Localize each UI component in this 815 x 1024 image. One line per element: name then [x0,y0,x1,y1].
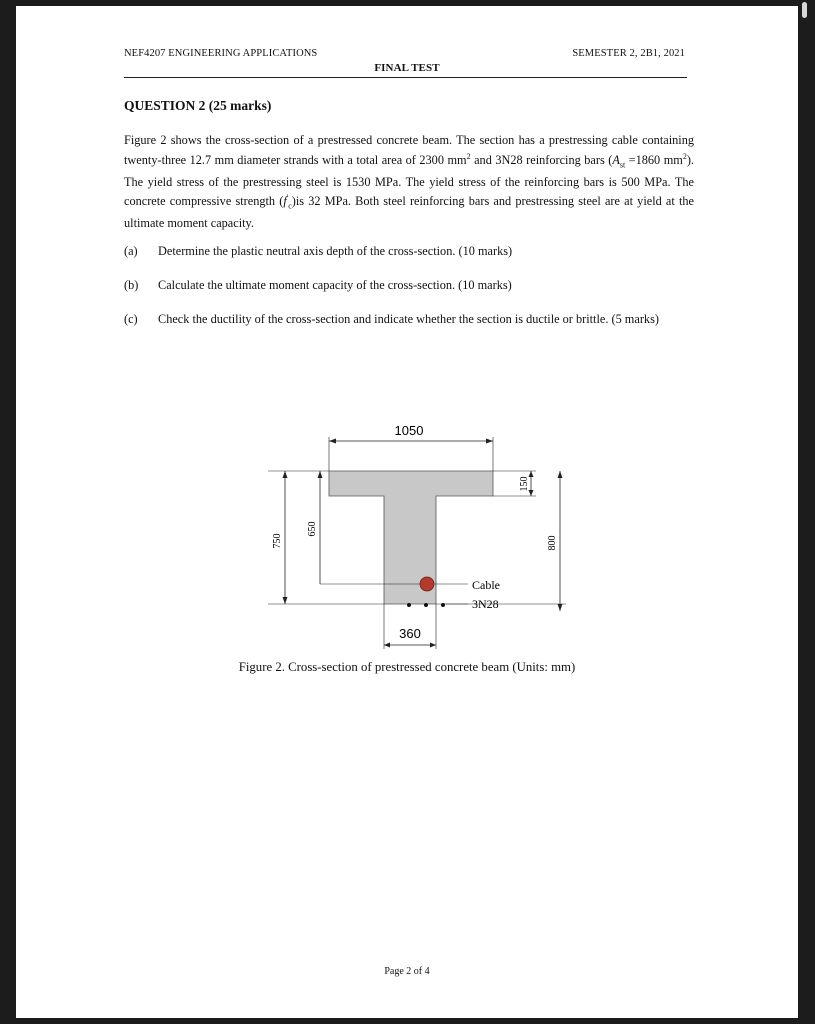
header-rule [124,77,687,78]
reinforcing-bar [441,603,445,607]
bars-label: 3N28 [472,597,499,611]
arrow-icon [558,471,563,478]
question-intro: Figure 2 shows the cross-section of a prestressed concrete beam. The section has a prestressing cable containing twenty-three 12.7 mm diameter strands with a total area of 2300 $mm^2$ and 3N28 reinforcing bars ($A_{st} =1860$ $mm^2$). The yield stress of the prestressing steel is 1530 MPa. The yield stress of the reinforcing bars is 500 MPa. The concrete compressive strength $(f'_c)is$ 32 MPa. Both steel reinforcing bars and prestressing steel are at yield at the ultimate moment capacity. [124,133,694,231]
arrow-icon [384,643,390,648]
question-title: QUESTION 2 (25 marks) [124,98,272,113]
arrow-icon [329,439,336,444]
page-number: Page 2 of 4 [384,966,430,977]
arrow-icon [283,471,288,478]
dim-150-label: 150 [519,476,530,492]
dim-650-label: 650 [307,521,318,537]
part-b-label: (b) [124,278,139,292]
part-c-text: Check the ductility of the cross-section and indicate whether the section is ductile or brittle. (5 marks) [158,312,659,326]
arrow-icon [430,643,436,648]
reinforcing-bar [407,603,411,607]
scrollbar-thumb[interactable] [802,2,807,18]
semester-header: SEMESTER 2, 2B1, 2021 [572,48,685,59]
cable-label: Cable [472,578,500,592]
part-b-text: Calculate the ultimate moment capacity of the cross-section. (10 marks) [158,278,512,292]
test-header: FINAL TEST [374,62,440,74]
reinforcing-bar [424,603,428,607]
part-c-label: (c) [124,312,138,326]
dim-bottom-label: 360 [399,626,421,641]
arrow-icon [283,597,288,604]
part-a-label: (a) [124,244,138,258]
arrow-icon [318,471,323,478]
dim-800-label: 800 [547,535,558,551]
dim-top-label: 1050 [394,423,424,438]
document-page [16,6,798,1018]
course-header: NEF4207 ENGINEERING APPLICATIONS [124,48,318,59]
arrow-icon [529,471,534,477]
beam-cross-section-figure [246,411,566,661]
part-a-text: Determine the plastic neutral axis depth of the cross-section. (10 marks) [158,244,513,258]
arrow-icon [558,604,563,611]
arrow-icon [486,439,493,444]
dim-750-label: 750 [272,533,283,549]
figure-caption: Figure 2. Cross-section of prestressed concrete beam (Units: mm) [238,660,576,674]
prestressing-cable [420,577,434,591]
